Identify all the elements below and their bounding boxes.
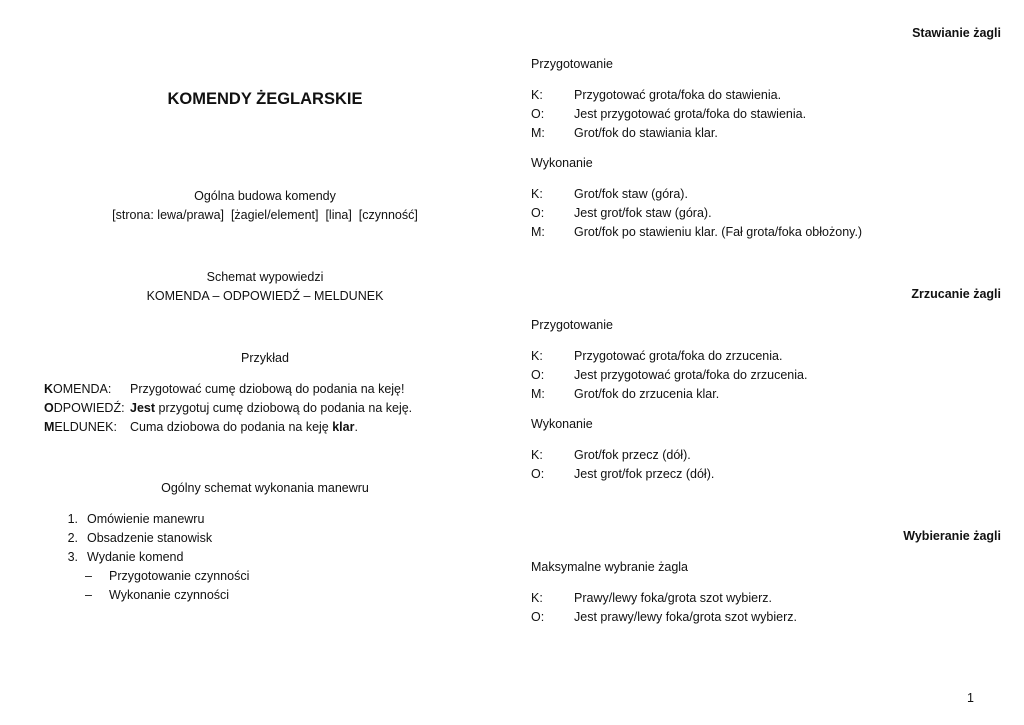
- sublist-item: [44, 567, 486, 586]
- list-text: Wydanie komend: [87, 550, 184, 564]
- dash-bullet: –: [85, 569, 92, 583]
- list-number: 3.: [67, 550, 78, 564]
- group-label: Wykonanie: [531, 417, 593, 431]
- example-dialog: [44, 380, 486, 437]
- dialog-row: K: Grot/fok przecz (dół).: [531, 448, 691, 462]
- dialog-row: K: Grot/fok staw (góra).: [531, 187, 688, 201]
- dialog-row: O: Jest grot/fok staw (góra).: [531, 206, 712, 220]
- list-item: [44, 548, 486, 567]
- group-label: Przygotowanie: [531, 318, 613, 332]
- example-row-command: [44, 380, 486, 399]
- dialog-row: K: Przygotować grota/foka do stawienia.: [531, 88, 782, 102]
- example-label: KOMENDA:: [44, 382, 112, 396]
- schema-heading: Schemat wypowiedzi: [206, 270, 324, 284]
- dialog-block: [531, 589, 1001, 627]
- section-title-zrzucanie: Zrzucanie żagli: [911, 287, 1001, 301]
- list-number: 2.: [67, 531, 78, 545]
- dialog-row: O: Jest przygotować grota/foka do stawienia.: [531, 107, 807, 121]
- list-number: 1.: [67, 512, 78, 526]
- list-item: [44, 510, 486, 529]
- dialog-row: M: Grot/fok po stawieniu klar. (Fał grota/foka obłożony.): [531, 225, 863, 239]
- dialog-row: O: Jest prawy/lewy foka/grota szot wybierz.: [531, 610, 797, 624]
- example-row-report: [44, 418, 486, 437]
- maneuver-heading: Ogólny schemat wykonania manewru: [161, 481, 369, 495]
- example-text: Jest przygotuj cumę dziobową do podania na keję.: [130, 401, 413, 415]
- general-structure-line: [strona: lewa/prawa] [żagiel/element] [lina] [czynność]: [112, 208, 418, 222]
- example-label: ODPOWIEDŹ:: [44, 401, 125, 415]
- section-title-wybieranie: Wybieranie żagli: [903, 529, 1001, 543]
- sublist-item: [44, 586, 486, 605]
- dialog-block: [531, 86, 1001, 143]
- dialog-row: M: Grot/fok do stawiania klar.: [531, 126, 718, 140]
- dialog-row: O: Jest przygotować grota/foka do zrzucenia.: [531, 368, 808, 382]
- example-text: Cuma dziobowa do podania na keję klar.: [130, 420, 358, 434]
- document-title: KOMENDY ŻEGLARSKIE: [167, 90, 363, 108]
- sublist-text: Wykonanie czynności: [109, 588, 230, 602]
- dialog-row: O: Jest grot/fok przecz (dół).: [531, 467, 715, 481]
- dialog-row: K: Prawy/lewy foka/grota szot wybierz.: [531, 591, 772, 605]
- example-row-answer: [44, 399, 486, 418]
- section-title-stawianie: Stawianie żagli: [912, 26, 1001, 40]
- dialog-block: [531, 446, 1001, 484]
- dialog-row: K: Przygotować grota/foka do zrzucenia.: [531, 349, 783, 363]
- schema-line: KOMENDA – ODPOWIEDŹ – MELDUNEK: [146, 289, 384, 303]
- dash-bullet: –: [85, 588, 92, 602]
- group-label: Maksymalne wybranie żagla: [531, 560, 689, 574]
- dialog-block: [531, 347, 1001, 404]
- general-structure-heading: Ogólna budowa komendy: [194, 189, 336, 203]
- dialog-row: M: Grot/fok do zrzucenia klar.: [531, 387, 720, 401]
- group-label: Wykonanie: [531, 156, 593, 170]
- page-number: 1: [967, 691, 974, 705]
- maneuver-list: [44, 510, 486, 605]
- example-text: Przygotować cumę dziobową do podania na keję!: [130, 382, 405, 396]
- list-text: Omówienie manewru: [87, 512, 205, 526]
- example-heading: Przykład: [241, 351, 289, 365]
- list-item: [44, 529, 486, 548]
- list-text: Obsadzenie stanowisk: [87, 531, 213, 545]
- dialog-block: [531, 185, 1001, 242]
- example-label: MELDUNEK:: [44, 420, 117, 434]
- sublist-text: Przygotowanie czynności: [109, 569, 250, 583]
- group-label: Przygotowanie: [531, 57, 613, 71]
